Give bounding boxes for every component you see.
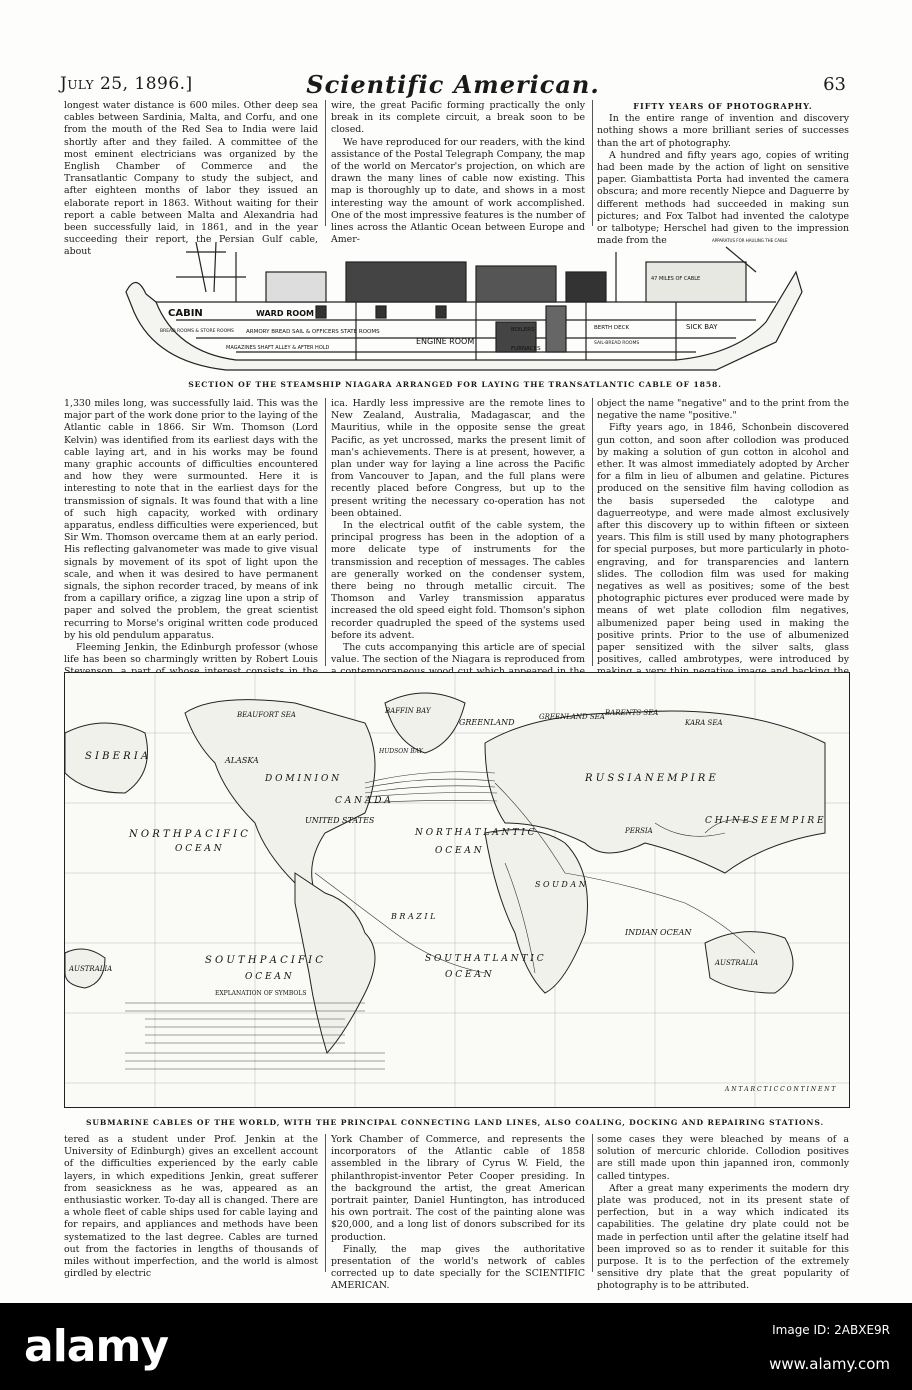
- column-rule: [592, 1134, 593, 1272]
- column-rule: [325, 398, 326, 666]
- paragraph: Finally, the map gives the authoritative presentation of the world's network of cables corrected up to date specially for the SCIENTIFIC AMERICAN.: [331, 1243, 585, 1292]
- column-rule: [592, 398, 593, 666]
- map-label-australia-west: AUSTRALIA: [69, 965, 113, 973]
- bottom-column-1: [64, 1134, 318, 1280]
- paragraph: object the name "negative" and to the print from the negative the name "positive.": [597, 398, 849, 422]
- map-label-kara: KARA SEA: [685, 719, 723, 727]
- paragraph: In the entire range of invention and discovery nothing shows a more brilliant series of successes than the art of photography.: [597, 113, 849, 149]
- masthead-title: Scientific American.: [306, 70, 600, 99]
- map-label-greenland-sea: GREENLAND SEA: [539, 713, 605, 721]
- top-column-2: [331, 100, 585, 246]
- stock-footer-bar: [0, 1303, 912, 1390]
- map-label-dominion: D O M I N I O N: [265, 774, 340, 784]
- alamy-url: www.alamy.com: [769, 1355, 890, 1373]
- paragraph: A hundred and fifty years ago, copies of writing had been made by the action of light on sensitive paper. Giambattista Porta had invented the camera obscura; and more recently Niepce and Daguerre by different methods had succeeded in making sun pictures; and Fox Talbot had invented the calotype or talbotype; Herschel had given to the impression made from the: [597, 149, 849, 247]
- top-column-1: [64, 100, 318, 258]
- map-legend-title: EXPLANATION OF SYMBOLS: [215, 990, 307, 997]
- map-label-indian-ocean: INDIAN OCEAN: [625, 928, 692, 937]
- label-armory: ARMORY BREAD SAIL & OFFICERS STATE ROOMS: [246, 329, 380, 335]
- paragraph: some cases they were bleached by means of a solution of mercuric chloride. Collodion positives are still made upon thin japanned iron, commonly called tintypes.: [597, 1134, 849, 1182]
- label-ward-room: WARD ROOM: [256, 309, 314, 318]
- middle-column-2: [331, 398, 585, 668]
- ship-section-drawing: [116, 232, 806, 372]
- map-label-baffin: BAFFIN BAY: [385, 707, 431, 715]
- column-rule: [325, 1134, 326, 1272]
- map-label-russian-empire: R U S S I A N E M P I R E: [585, 773, 716, 784]
- page-header: [60, 70, 846, 100]
- label-paying-out: APPARATUS FOR HAULING THE CABLE: [712, 238, 788, 243]
- map-label-north-pacific: N O R T H P A C I F I C: [129, 829, 248, 840]
- label-furnaces: FURNACES: [511, 346, 541, 352]
- middle-column-3: [597, 398, 849, 668]
- paragraph: The cuts accompanying this article are of special value. The section of the Niagara is reproduced from: [331, 642, 585, 666]
- section-heading: FIFTY YEARS OF PHOTOGRAPHY.: [633, 101, 813, 111]
- map-label-ocean-4: O C E A N: [445, 970, 492, 980]
- map-label-south-pacific: S O U T H P A C I F I C: [205, 955, 323, 966]
- column-rule: [325, 100, 326, 226]
- bottom-column-2: [331, 1134, 585, 1292]
- map-caption: SUBMARINE CABLES OF THE WORLD, WITH THE PRINCIPAL CONNECTING LAND LINES, ALSO COALING, DOCKING AND REPAIRING STATIONS.: [85, 1118, 825, 1127]
- map-label-beaufort: BEAUFORT SEA: [237, 711, 296, 719]
- map-label-barents: BARENTS SEA: [605, 709, 659, 717]
- ship-section-illustration: [116, 232, 806, 372]
- map-label-brazil: B R A Z I L: [391, 912, 436, 921]
- map-label-ocean-3: O C E A N: [245, 972, 292, 982]
- paragraph: longest water distance is 600 miles. Other deep sea cables between Sardinia, Malta, and Corfu, and one from the mouth of the Red Sea to India were laid shortly after and they failed. A committee of the most eminent electricians was organized by the English Chamber of Commerce and the Transatlantic Company to study the subject, and after eighteen months of labor they issued an elaborate report in 1863. Without waiting for their report a cable between Malta and Alexandria had been successfully laid, in 1861, and in the year succeeding their report, the Persian Gulf cable, about: [64, 100, 318, 258]
- map-label-ocean-1: O C E A N: [175, 844, 222, 854]
- map-label-antarctic: A N T A R C T I C C O N T I N E N T: [725, 1086, 836, 1093]
- image-id: Image ID: 2ABXE9R: [772, 1323, 890, 1337]
- map-label-chinese-empire: C H I N E S E E M P I R E: [705, 816, 824, 826]
- map-label-south-atlantic: S O U T H A T L A N T I C: [425, 954, 544, 964]
- middle-column-1: [64, 398, 318, 668]
- map-label-ocean-2: O C E A N: [435, 846, 482, 856]
- alamy-logo: alamy: [24, 1321, 168, 1372]
- label-sick-bay: SICK BAY: [686, 323, 718, 331]
- page-number: 63: [823, 74, 846, 95]
- paragraph: In the electrical outfit of the cable system, the principal progress has been in the adoption of a more delicate type of instruments for the transmission and reception of messages. The cables are generally worked on the condenser system, there being no through metallic circuit. The Thomson and Varley transmission apparatus increased the old speed eight fold. Thomson's siphon recorder quadrupled the speed of the systems used before its advent.: [331, 520, 585, 641]
- paragraph: Fleeming Jenkin, the Edinburgh professor (whose life has been so charmingly written by Robert Louis: [64, 642, 318, 666]
- paragraph: Fifty years ago, in 1846, Schonbein discovered gun cotton, and soon after collodion was produced by making a solution of gun cotton in alcohol and ether. It was almost immediately adopted by Archer for a film in lieu of albumen and gelatine. Pictures produced on the sensitive film having collodion as the basis superseded the calotype and daguerreotype, and were made almost exclusively after this discovery up to within fifteen or sixteen years. This film is still used by many photographers for special purposes, but more particularly in photo-engraving, and for transparencies and lantern slides. The collodion film was used for making negatives as well as positives; some of the best photographic pictures ever produced were made by means of wet plate collodion film negatives, albumenized paper being used in making the positive prints. Prior to the use of albumenized paper sensitized with the silver salts, glass positives, called ambrotypes, were introduced by: [597, 422, 849, 666]
- label-stores: BREAD ROOMS & STORE ROOMS: [160, 329, 234, 334]
- map-label-hudson: HUDSON BAY: [379, 748, 423, 755]
- map-label-greenland: GREENLAND: [459, 718, 515, 727]
- map-label-persia: PERSIA: [625, 827, 653, 835]
- map-label-alaska: ALASKA: [225, 756, 259, 765]
- label-magazines: MAGAZINES SHAFT ALLEY & AFTER HOLD: [226, 345, 330, 351]
- label-berth-deck: BERTH DECK: [594, 325, 630, 331]
- label-boilers: BOILERS: [511, 327, 535, 333]
- map-drawing: [65, 673, 849, 1107]
- cable-world-map: [64, 672, 850, 1108]
- ship-caption: SECTION OF THE STEAMSHIP NIAGARA ARRANGED FOR LAYING THE TRANSATLANTIC CABLE OF 1858.: [188, 380, 722, 389]
- map-label-siberia: S I B E R I A: [85, 751, 149, 762]
- label-cabin: CABIN: [168, 308, 203, 319]
- paragraph: 1,330 miles long, was successfully laid. This was the major part of the work done prior to the laying of the Atlantic cable in 1866. Sir Wm. Thomson (Lord Kelvin) was identified from its earliest days with the cable laying art, and in his works may be found many graphic accounts of difficulties encountered and how they were surmounted. Here it is interesting to note that in the earliest days for the transmission of signals. It was found that with a line of such high capacity, worked with ordinary apparatus, endless difficulties were experienced, but Sir Wm. Thomson overcame them at an early period. His reflecting galvanometer was made to give visual signals by movement of its spot of light upon the scale, and when it was desired to have permanent signals, the siphon recorder traced, by means of ink from a capillary orifice, a zigzag line upon a strip of paper and solved the problem, the great scientist recurring to Morse's original written code produced by his old pendulum apparatus.: [64, 398, 318, 641]
- bottom-column-3: [597, 1134, 849, 1292]
- map-label-north-atlantic: N O R T H A T L A N T I C: [415, 828, 535, 838]
- issue-date: July 25, 1896.]: [60, 74, 193, 94]
- paragraph: After a great many experiments the modern dry plate was produced, not in its present state of perfection, but in a way which indicated its capabilities. The gelatine dry plate could not be made in perfection until after the gelatine itself had been improved so as to render it suitable for this purpose. It is to the perfection of the extremely sensitive dry plate that the great popularity of photography is to be attributed.: [597, 1182, 849, 1292]
- map-label-soudan: S O U D A N: [535, 880, 586, 889]
- paragraph: wire, the great Pacific forming practically the only break in its complete circuit, a break soon to be closed.: [331, 100, 585, 136]
- paragraph: ica. Hardly less impressive are the remote lines to New Zealand, Australia, Madagascar, and the Mauritius, while in the opposite sense the great Pacific, as yet uncrossed, marks the present limit of man's achievements. There is at present, however, a plan under way for laying a line across the Pacific from Vancouver to Japan, and the full plans were recently placed before Congress, but up to the present writing the necessary co-operation has not been obtained.: [331, 398, 585, 519]
- map-label-united-states: UNITED STATES: [305, 816, 375, 825]
- paragraph: York Chamber of Commerce, and represents the incorporators of the Atlantic cable of 1858 assembled in the library of Cyrus W. Field, the philanthropist-inventor Peter Cooper presiding. In the background the artist, the great American portrait painter, Daniel Huntington, has introduced his own portrait. The cost of the painting alone was $20,000, and a long list of donors subscribed for its production.: [331, 1134, 585, 1243]
- column-rule: [592, 100, 593, 226]
- paragraph: tered as a student under Prof. Jenkin at the University of Edinburgh) gives an excellent account of the difficulties experienced by the early cable layers, in which expeditions Jenkin, great sufferer from seasickness as he was, appeared as an enthusiastic worker. To-day all is changed. There are a whole fleet of cable ships used for cable laying and for repairs, and appliances and methods have been systematized to the last degree. Cables are turned out from the factories in lengths of thousands of miles without imperfection, and the world is almost girdled by electric: [64, 1134, 318, 1280]
- label-engine-room: ENGINE ROOM: [416, 337, 475, 346]
- label-cable-miles: 47 MILES OF CABLE: [651, 276, 701, 282]
- paragraph: We have reproduced for our readers, with the kind assistance of the Postal Telegraph Company, the map of the world on Mercator's projection, on which are drawn the many lines of cable now existing. This map is thoroughly up to date, and shows in a most interesting way the amount of work accomplished. One of the most impressive features is the number of lines across the Atlantic Ocean between Europe and Amer-: [331, 136, 585, 246]
- label-sail-bread: SAIL-BREAD ROOMS: [594, 341, 640, 346]
- map-label-canada: C A N A D A: [335, 796, 391, 806]
- map-label-australia-east: AUSTRALIA: [715, 959, 759, 967]
